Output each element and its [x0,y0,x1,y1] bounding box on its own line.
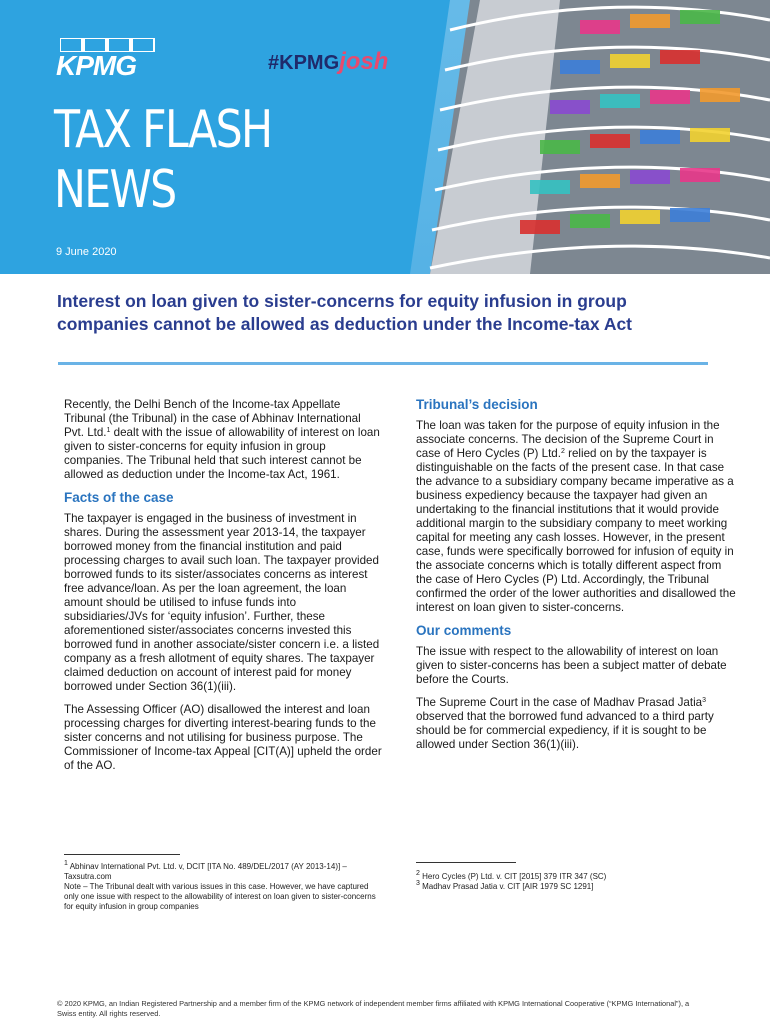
intro-paragraph: Recently, the Delhi Bench of the Income-tax Appellate Tribunal (the Tribunal) in the case of Abhinav International Pvt. Ltd.$^1$ dealt with the issue of allowability of interest on loan given to sister-concerns for equity infusion in group companies. The Tribunal held that such interest cannot be allowed as deduction under the Income-tax Act, 1961. [64,398,380,481]
footnote-note: Note – The Tribunal dealt with various issues in this case. However, we have captured only one issue with respect to the allowability of interest on loan given to sister-concerns for equity infusion in group companies [64,882,376,911]
facts-paragraph-1: The taxpayer is engaged in the business of investment in shares. During the assessment year 2013-14, the taxpayer borrowed money from the financial institution and paid processing charges to avail such loan. The taxpayer provided borrowed funds to its sister/associates concerns as interest free advance/loan. As per the loan agreement, the loan amount should be utilised to infuse funds into subsidiaries/JVs for ‘equity infusion’. Further, these aforementioned sister/associates concerns invested this borrowed fund in another associate/sister concern i.e. a listed company as a fresh allotment of equity shares. The taxpayer claimed deduction on account of interest paid for money borrowed under Section 36(1)(iii). [64,512,380,693]
footnote-3: $^3$ Madhav Prasad Jatia v. CIT [AIR 1979 SC 1291] [416,880,594,891]
header-banner [0,0,770,274]
footnotes-right [416,872,736,892]
article-headline: Interest on loan given to sister-concerns for equity infusion in group companies cannot be allowed as deduction under the Income-tax Act [57,291,633,334]
tax-flash-news-title: TAX FLASH NEWS [54,100,272,220]
comments-paragraph-2: The Supreme Court in the case of Madhav Prasad Jatia$^3$ observed that the borrowed fund advanced to a third party should be for commercial expediency, if it is sought to be allowed under Section 36(1)(iii). [416,696,714,751]
copyright-footer: © 2020 KPMG, an Indian Registered Partnership and a member firm of the KPMG network of independent member firms affiliated with KPMG International Cooperative (“KPMG International”), a Swiss entity. All rights reserved. [57,999,690,1018]
footnote-1: $^1$ Abhinav International Pvt. Ltd. v, DCIT [ITA No. 489/DEL/2017 (AY 2013-14)] – Taxsutra.com [64,860,347,881]
decision-heading: Tribunal’s decision [416,397,538,412]
footnotes-left [64,862,384,912]
comments-paragraph-1: The issue with respect to the allowability of interest on loan given to sister-concerns has been a subject matter of debate before the Courts. [416,645,727,686]
facts-heading: Facts of the case [64,490,174,505]
footnote-2: $^2$ Hero Cycles (P) Ltd. v. CIT [2015] 379 ITR 347 (SC) [416,870,607,881]
footnote-divider-right [416,862,516,863]
kpmg-josh-logo: #KPMGjosh [268,48,389,75]
headline-divider [58,362,708,365]
footnote-divider-left [64,854,180,855]
building-photo [410,0,770,274]
kpmg-logo: KPMG [56,50,136,81]
decision-paragraph: The loan was taken for the purpose of equity infusion in the associate concerns. The decision of the Supreme Court in case of Hero Cycles (P) Ltd.$^2$ relied on by the taxpayer is distinguishable on the facts of the present case. In that case the advance to a subsidiary company became imperative as a business expediency because the taxpayer had given an undertaking to the financial institutions that it would provide additional margin to the subsidiary company to meet working capital for meeting any cash losses. However, in the present case, funds were specifically borrowed for infusion of equity in the associate concerns which is totally different aspect from the case of Hero Cycles (P) Ltd. Accordingly, the Tribunal confirmed the order of the lower authorities and disallowed the interest on loan given to sister-concerns. [416,419,736,614]
issue-date: 9 June 2020 [56,246,117,258]
facts-paragraph-2: The Assessing Officer (AO) disallowed the interest and loan processing charges for diverting interest-bearing funds to the sister concerns and not utilising for business purpose. The Commissioner of Income-tax Appeal [CIT(A)] upheld the order of the AO. [64,703,382,772]
comments-heading: Our comments [416,623,512,638]
left-column [64,398,382,782]
right-column [416,398,740,761]
